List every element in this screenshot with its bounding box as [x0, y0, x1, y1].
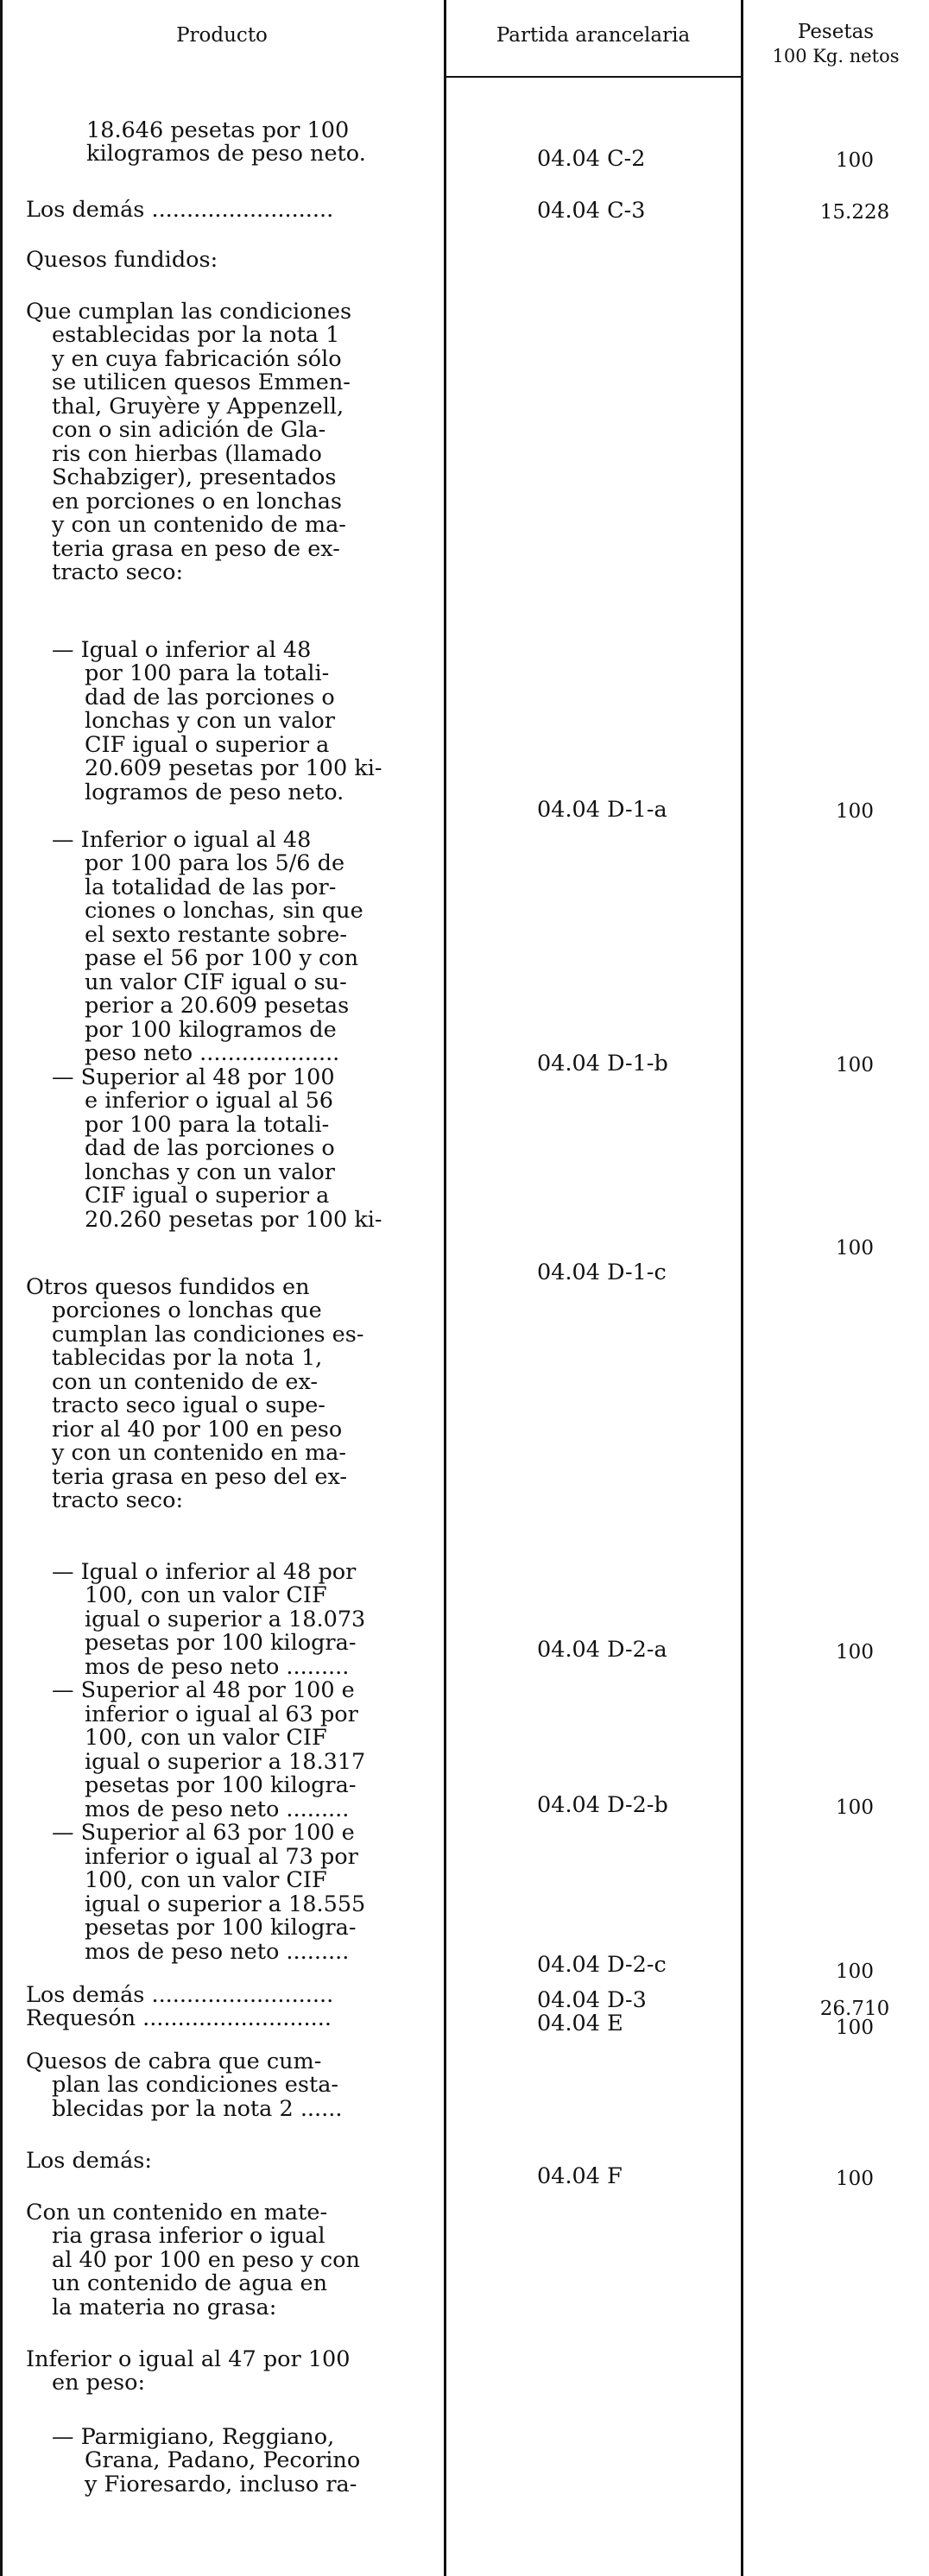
- product-line: tracto seco:: [52, 1487, 184, 1513]
- header-producto: Producto: [176, 24, 268, 47]
- product-line: Los demás:: [26, 2148, 152, 2174]
- product-line: thal, Gruyère y Appenzell,: [52, 394, 344, 420]
- product-line: y Fioresardo, incluso ra-: [85, 2472, 357, 2497]
- partida-code: 04.04 D-1-a: [537, 797, 667, 823]
- column-divider-partida: [741, 0, 743, 2576]
- product-line: la totalidad de las por-: [85, 874, 337, 900]
- product-line: mos de peso neto .........: [85, 1796, 350, 1822]
- product-line: teria grasa en peso de ex-: [52, 536, 340, 562]
- product-line: inferior o igual al 63 por: [85, 1702, 358, 1727]
- product-line: pesetas por 100 kilogra-: [85, 1630, 357, 1656]
- product-line: — Inferior o igual al 48: [52, 827, 312, 853]
- product-line: Schabziger), presentados: [52, 464, 337, 490]
- pesetas-value: 100: [836, 800, 874, 823]
- product-line: tablecidas por la nota 1,: [52, 1345, 323, 1371]
- product-line: igual o superior a 18.555: [85, 1891, 366, 1917]
- product-line: kilogramos de peso neto.: [86, 141, 366, 167]
- product-line: 18.646 pesetas por 100: [86, 117, 350, 143]
- product-line: teria grasa en peso del ex-: [52, 1464, 347, 1490]
- column-divider-product: [444, 0, 446, 2576]
- product-line: ris con hierbas (llamado: [52, 441, 322, 467]
- product-line: un valor CIF igual o su-: [85, 969, 347, 995]
- product-line: Requesón ...........................: [26, 2005, 332, 2031]
- partida-code: 04.04 C-2: [537, 146, 646, 172]
- product-line: por 100 para la totali-: [85, 660, 330, 686]
- product-line: pase el 56 por 100 y con: [85, 945, 359, 971]
- product-line: la materia no grasa:: [52, 2295, 277, 2320]
- product-line: CIF igual o superior a: [85, 1183, 330, 1209]
- product-line: en porciones o en lonchas: [52, 489, 342, 515]
- partida-code: 04.04 D-2-a: [537, 1637, 667, 1663]
- product-line: 100, con un valor CIF: [85, 1582, 327, 1608]
- pesetas-value: 100: [836, 2017, 874, 2039]
- product-line: establecidas por la nota 1: [52, 322, 340, 348]
- product-line: Los demás ..........................: [26, 1982, 334, 2008]
- product-line: ciones o lonchas, sin que: [85, 898, 363, 924]
- header-partida: Partida arancelaria: [496, 24, 691, 47]
- product-line: — Superior al 48 por 100: [52, 1064, 335, 1090]
- product-line: lonchas y con un valor: [85, 1159, 335, 1185]
- product-line: rior al 40 por 100 en peso: [52, 1417, 343, 1443]
- product-line: por 100 para la totali-: [85, 1112, 330, 1138]
- product-line: y con un contenido de ma-: [52, 512, 346, 538]
- product-line: 100, con un valor CIF: [85, 1725, 327, 1751]
- product-line: igual o superior a 18.317: [85, 1749, 366, 1775]
- partida-code: 04.04 C-3: [537, 198, 646, 224]
- partida-code: 04.04 D-3: [537, 1987, 647, 2013]
- product-line: Quesos de cabra que cum-: [26, 2049, 322, 2074]
- product-line: un contenido de agua en: [52, 2270, 327, 2296]
- product-line: — Superior al 63 por 100 e: [52, 1820, 355, 1846]
- pesetas-value: 26.710: [819, 1998, 890, 2020]
- product-line: perior a 20.609 pesetas: [85, 993, 350, 1019]
- product-line: inferior o igual al 73 por: [85, 1844, 358, 1870]
- product-line: e inferior o igual al 56: [85, 1088, 334, 1114]
- product-line: tracto seco:: [52, 559, 184, 585]
- pesetas-value: 100: [836, 1796, 874, 1819]
- pesetas-value: 100: [836, 1237, 874, 1260]
- pesetas-value: 15.228: [819, 201, 890, 224]
- product-line: y con un contenido en ma-: [52, 1440, 347, 1466]
- product-line: — Igual o inferior al 48: [52, 637, 312, 663]
- product-line: — Parmigiano, Reggiano,: [52, 2424, 335, 2450]
- partida-code: 04.04 F: [537, 2163, 622, 2189]
- partida-code: 04.04 D-2-c: [537, 1952, 667, 1978]
- product-line: igual o superior a 18.073: [85, 1607, 366, 1632]
- product-line: con un contenido de ex-: [52, 1369, 319, 1395]
- product-line: mos de peso neto .........: [85, 1654, 350, 1680]
- product-line: y en cuya fabricación sólo: [52, 346, 342, 372]
- product-line: dad de las porciones o: [85, 685, 335, 710]
- partida-code: 04.04 D-1-b: [537, 1051, 668, 1076]
- header-rule-partida: [444, 76, 743, 78]
- product-line: plan las condiciones esta-: [52, 2072, 339, 2098]
- product-line: pesetas por 100 kilogra-: [85, 1772, 357, 1798]
- partida-code: 04.04 E: [537, 2011, 623, 2036]
- product-line: cumplan las condiciones es-: [52, 1322, 364, 1348]
- partida-code: 04.04 D-2-b: [537, 1792, 668, 1818]
- product-line: Quesos fundidos:: [26, 247, 218, 273]
- product-line: mos de peso neto .........: [85, 1939, 350, 1965]
- product-line: Los demás ..........................: [26, 197, 334, 223]
- product-line: — Superior al 48 por 100 e: [52, 1677, 355, 1703]
- product-line: peso neto ....................: [85, 1040, 340, 1066]
- partida-code: 04.04 D-1-c: [537, 1260, 667, 1285]
- header-pesetas: Pesetas: [797, 21, 875, 43]
- product-line: CIF igual o superior a: [85, 732, 330, 758]
- product-line: tracto seco igual o supe-: [52, 1392, 325, 1418]
- product-line: al 40 por 100 en peso y con: [52, 2247, 360, 2273]
- product-line: blecidas por la nota 2 ......: [52, 2096, 343, 2122]
- pesetas-value: 100: [836, 1641, 874, 1664]
- product-line: porciones o lonchas que: [52, 1297, 322, 1323]
- product-line: — Igual o inferior al 48 por: [52, 1559, 357, 1585]
- product-line: pesetas por 100 kilogra-: [85, 1915, 357, 1941]
- header-kg-netos: 100 Kg. netos: [772, 46, 900, 66]
- pesetas-value: 100: [836, 149, 874, 172]
- product-line: lonchas y con un valor: [85, 708, 335, 734]
- product-line: por 100 para los 5/6 de: [85, 850, 345, 876]
- column-divider-left: [0, 0, 3, 2576]
- product-line: se utilicen quesos Emmen-: [52, 369, 351, 395]
- product-line: en peso:: [52, 2370, 146, 2396]
- product-line: Que cumplan las condiciones: [26, 299, 352, 325]
- product-line: por 100 kilogramos de: [85, 1017, 337, 1043]
- pesetas-value: 100: [836, 2168, 874, 2190]
- product-line: ria grasa inferior o igual: [52, 2223, 325, 2249]
- product-line: Con un contenido en mate-: [26, 2200, 328, 2226]
- pesetas-value: 100: [836, 1054, 874, 1076]
- product-line: 100, con un valor CIF: [85, 1867, 327, 1893]
- product-line: logramos de peso neto.: [85, 780, 344, 805]
- pesetas-value: 100: [836, 1960, 874, 1983]
- product-line: Inferior o igual al 47 por 100: [26, 2346, 351, 2372]
- product-line: con o sin adición de Gla-: [52, 417, 326, 443]
- product-line: Grana, Padano, Pecorino: [85, 2447, 361, 2473]
- product-line: el sexto restante sobre-: [85, 922, 347, 948]
- product-line: Otros quesos fundidos en: [26, 1274, 310, 1300]
- product-line: 20.260 pesetas por 100 ki-: [85, 1207, 382, 1233]
- product-line: 20.609 pesetas por 100 ki-: [85, 755, 382, 781]
- product-line: dad de las porciones o: [85, 1135, 335, 1161]
